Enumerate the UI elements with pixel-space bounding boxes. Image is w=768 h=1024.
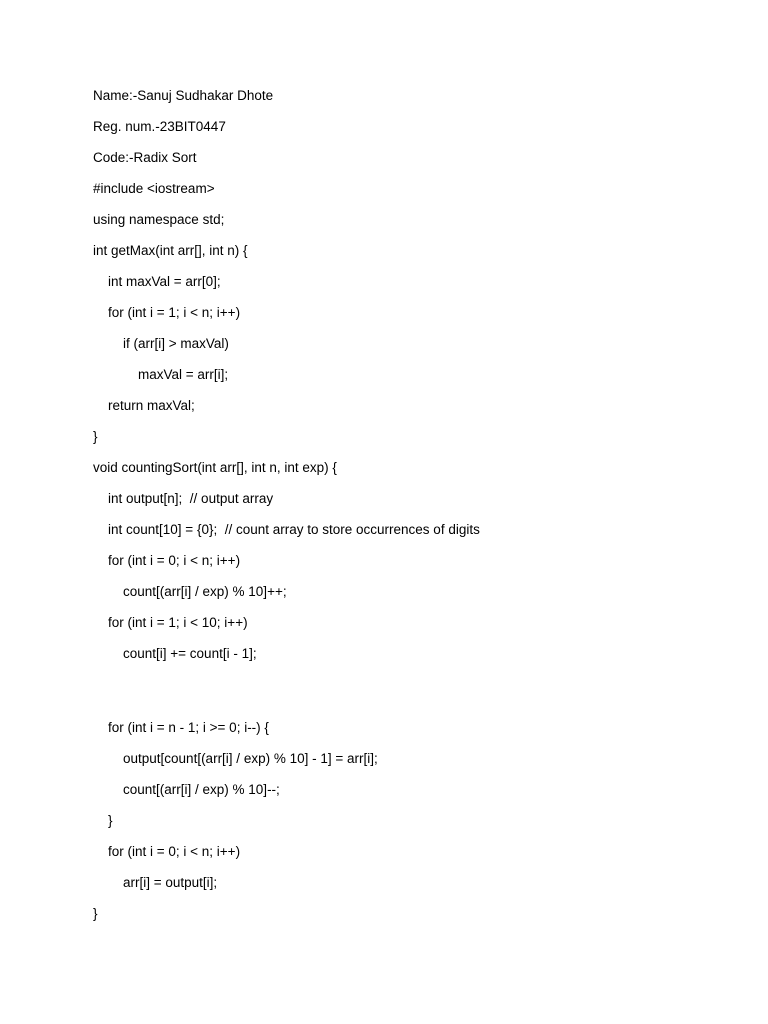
code-line: int count[10] = {0}; // count array to store occurrences of digits	[93, 522, 480, 537]
code-line: count[(arr[i] / exp) % 10]--;	[93, 782, 280, 797]
code-line: int getMax(int arr[], int n) {	[93, 243, 248, 258]
code-line: void countingSort(int arr[], int n, int exp) {	[93, 460, 337, 475]
code-line: maxVal = arr[i];	[93, 367, 229, 382]
code-line: for (int i = 1; i < 10; i++)	[93, 615, 248, 630]
code-line: count[i] += count[i - 1];	[93, 646, 257, 661]
code-line: int maxVal = arr[0];	[93, 274, 221, 289]
code-line: return maxVal;	[93, 398, 195, 413]
code-line: arr[i] = output[i];	[93, 875, 218, 890]
code-line: }	[93, 813, 113, 828]
registration-number-line: Reg. num.-23BIT0447	[93, 119, 226, 134]
code-title-line: Code:-Radix Sort	[93, 150, 197, 165]
code-line: if (arr[i] > maxVal)	[93, 336, 229, 351]
code-line: for (int i = 1; i < n; i++)	[93, 305, 241, 320]
document-body	[93, 86, 733, 935]
code-line: }	[93, 429, 98, 444]
code-line: using namespace std;	[93, 212, 225, 227]
code-line	[93, 675, 733, 694]
code-line: }	[93, 906, 98, 921]
code-line: #include <iostream>	[93, 181, 215, 196]
code-line: for (int i = n - 1; i >= 0; i--) {	[93, 720, 269, 735]
code-line: int output[n]; // output array	[93, 491, 274, 506]
code-line: for (int i = 0; i < n; i++)	[93, 553, 241, 568]
code-line: for (int i = 0; i < n; i++)	[93, 844, 241, 859]
code-line: output[count[(arr[i] / exp) % 10] - 1] = arr[i];	[93, 751, 378, 766]
code-line: count[(arr[i] / exp) % 10]++;	[93, 584, 287, 599]
author-name-line: Name:-Sanuj Sudhakar Dhote	[93, 88, 274, 103]
